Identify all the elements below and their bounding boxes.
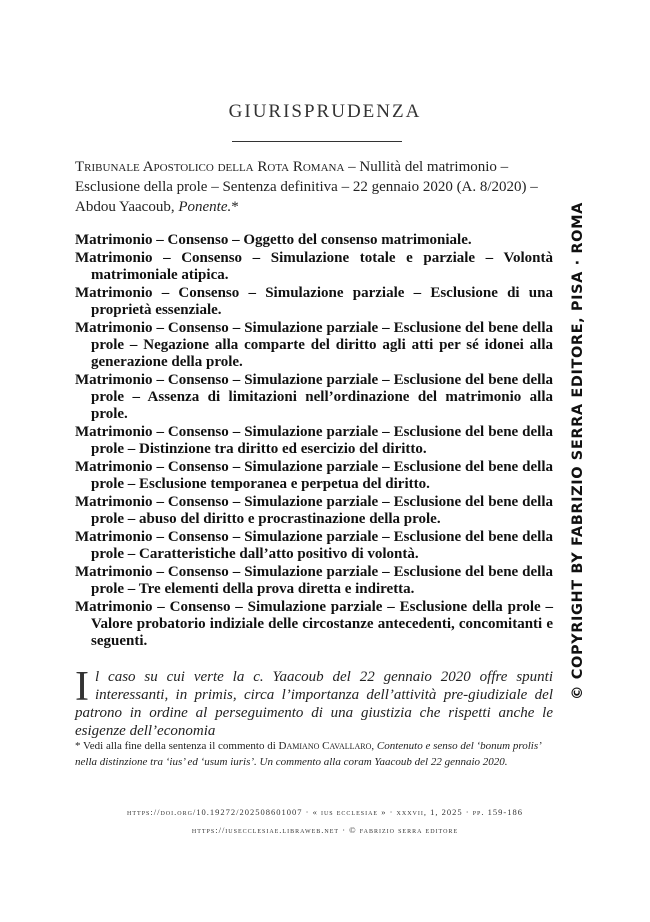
keyword-item: Matrimonio – Consenso – Simulazione parziale – Esclusione del bene della prole – Negazione alla comparte del diritto agli atti per sé idonei alla generazione della prole. [75,320,553,370]
body-paragraph [75,664,553,740]
keyword-item: Matrimonio – Consenso – Simulazione parziale – Esclusione di una proprietà essenziale. [75,285,553,318]
ponente-label: Ponente. [178,199,232,215]
keyword-item: Matrimonio – Consenso – Oggetto del consenso matrimoniale. [75,232,472,248]
keyword-item: Matrimonio – Consenso – Simulazione parziale – Esclusione del bene della prole – Assenza di limitazioni nell’ordinazione del matrimonio alla prole. [75,372,553,422]
footnote-title: Contenuto e senso del ‘bonum prolis’ nella distinzione tra ‘ius’ ed ‘usum iuris’. Un commento alla coram Yaacoub del 22 gennaio 2020. [75,740,541,768]
footer-web-line: https://iusecclesiae.libraweb.net · © fabrizio serra editore [191,825,459,835]
keyword-list [75,232,553,651]
drop-cap: I [75,664,89,710]
keyword-item: Matrimonio – Consenso – Simulazione parziale – Esclusione del bene della prole – Distinzione tra diritto ed esercizio del diritto. [75,424,553,457]
footnote-mark: * [231,199,239,215]
keyword-item: Matrimonio – Consenso – Simulazione parziale – Esclusione del bene della prole – Caratteristiche dall’atto positivo di volontà. [75,529,553,562]
keyword-item: Matrimonio – Consenso – Simulazione parziale – Esclusione del bene della prole – Tre elementi della prova diretta e indiretta. [75,564,553,597]
title-rule [232,141,402,142]
citation-text: – Nullità del matrimonio – Esclusione della prole – Sentenza definitiva – 22 gennaio 2020 (A. 8/2020) – Abdou Yaacoub, [75,159,538,215]
section-title: GIURISPRUDENZA [228,101,422,122]
keyword-item: Matrimonio – Consenso – Simulazione totale e parziale – Volontà matrimoniale atipica. [75,250,553,283]
body-text: l caso su cui verte la c. Yaacoub del 22 gennaio 2020 offre spunti interessanti, in primis, circa l’importanza dell’attività pre-giudiziale del patrono in ordine al perseguimento di una giustizia che rispetti anche le esigenze dell’economia [75,669,553,739]
copyright-text: © COPYRIGHT BY FABRIZIO SERRA EDITORE, PISA · ROMA [570,202,586,700]
court-name: Tribunale Apostolico della Rota Romana [75,159,345,175]
case-citation [75,157,553,217]
footer-doi-line: https://doi.org/10.19272/202508601007 · « ius ecclesiae » · xxxvii, 1, 2025 · pp. 159-186 [127,807,523,817]
keyword-item: Matrimonio – Consenso – Simulazione parziale – Esclusione del bene della prole – abuso del diritto e procrastinazione della prole. [75,494,553,527]
footnote-author: Damiano Cavallaro [278,740,372,752]
keyword-item: Matrimonio – Consenso – Simulazione parziale – Esclusione del bene della prole – Esclusione temporanea e perpetua del diritto. [75,459,553,492]
footnote-sep: , [371,740,377,752]
keyword-item: Matrimonio – Consenso – Simulazione parziale – Esclusione della prole – Valore probatorio indiziale delle circostanze antecedenti, concomitanti e seguenti. [75,599,553,649]
footnote-lead: * Vedi alla fine della sentenza il commento di [75,740,279,752]
footnote [75,738,553,770]
side-copyright [563,202,593,700]
